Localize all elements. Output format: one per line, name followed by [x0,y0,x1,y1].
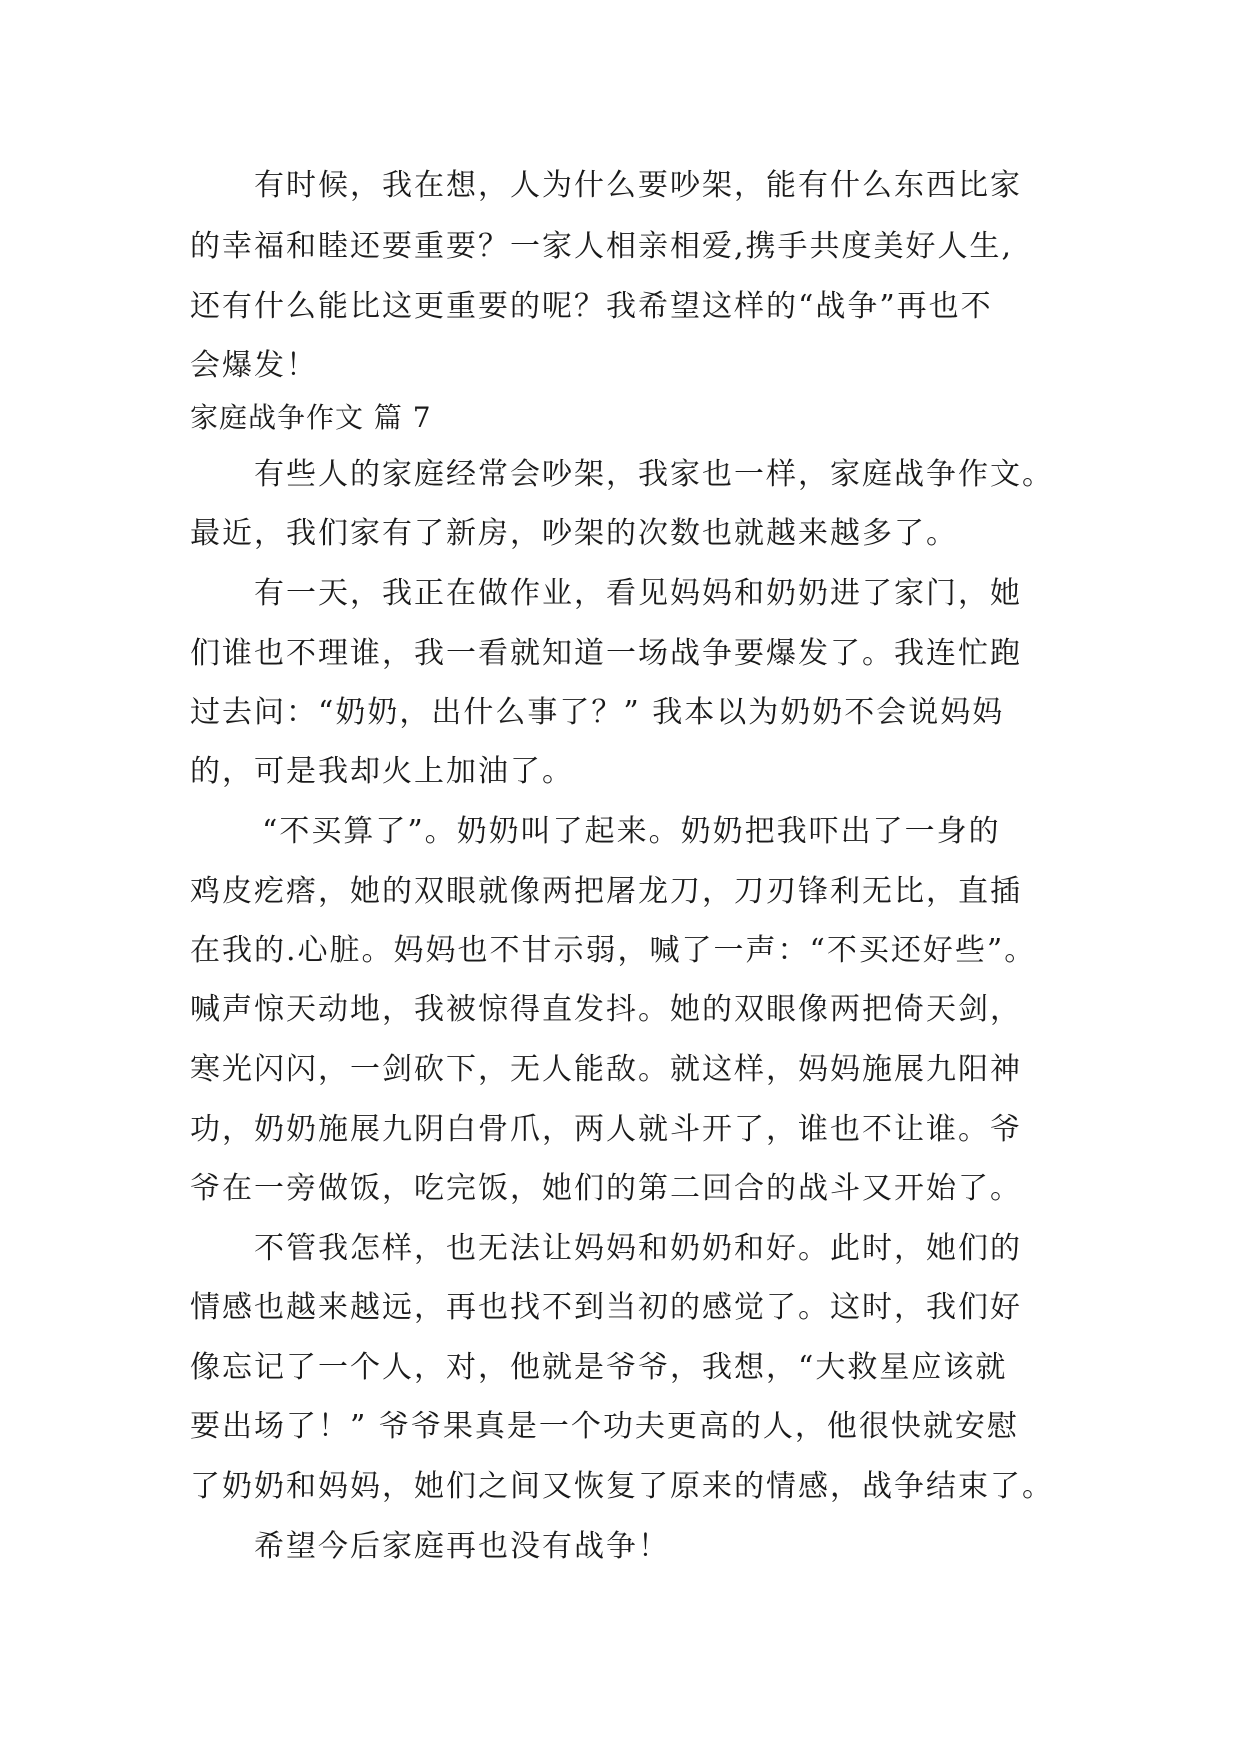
paragraph-line: 们谁也不理谁，我一看就知道一场战争要爆发了。我连忙跑 [190,636,1022,671]
paragraph-line: 了奶奶和妈妈，她们之间又恢复了原来的情感，战争结束了。 [190,1469,1054,1504]
paragraph-line: 希望今后家庭再也没有战争！ [254,1529,670,1564]
paragraph-line: 爷在一旁做饭，吃完饭，她们的第二回合的战斗又开始了。 [190,1171,1022,1206]
paragraph-line: 最近，我们家有了新房，吵架的次数也就越来越多了。 [190,516,958,551]
paragraph-line: 情感也越来越远，再也找不到当初的感觉了。这时，我们好 [190,1290,1022,1325]
paragraph-line: 还有什么能比这更重要的呢？我希望这样的“战争”再也不 [190,289,993,324]
paragraph-line: 寒光闪闪，一剑砍下，无人能敌。就这样，妈妈施展九阳神 [190,1052,1022,1087]
paragraph-line: 有时候，我在想，人为什么要吵架，能有什么东西比家 [254,168,1022,203]
paragraph-line: 要出场了！” 爷爷果真是一个功夫更高的人，他很快就安慰 [190,1409,1019,1444]
paragraph-line: 不管我怎样，也无法让妈妈和奶奶和好。此时，她们的 [254,1231,1022,1266]
paragraph-line: 有些人的家庭经常会吵架，我家也一样，家庭战争作文。 [254,457,1054,492]
paragraph-line: 过去问：“奶奶，出什么事了？” 我本以为奶奶不会说妈妈 [190,695,1005,730]
paragraph-line: 功，奶奶施展九阴白骨爪，两人就斗开了，谁也不让谁。爷 [190,1112,1022,1147]
paragraph-line: 的幸福和睦还要重要？一家人相亲相爱,携手共度美好人生, [190,229,1014,264]
paragraph-line: 鸡皮疙瘩，她的双眼就像两把屠龙刀，刀刃锋利无比，直插 [190,874,1022,909]
section-heading: 家庭战争作文 篇 7 [190,401,432,434]
paragraph-line: 在我的.心脏。妈妈也不甘示弱，喊了一声：“不买还好些”。 [190,933,1037,968]
paragraph-line: 有一天，我正在做作业，看见妈妈和奶奶进了家门，她 [254,576,1022,611]
paragraph-line: 的，可是我却火上加油了。 [190,754,574,789]
paragraph-line: “不买算了”。奶奶叫了起来。奶奶把我吓出了一身的 [262,814,1001,849]
paragraph-line: 像忘记了一个人，对，他就是爷爷，我想，“大救星应该就 [190,1350,1008,1385]
paragraph-line: 会爆发！ [190,348,318,383]
paragraph-line: 喊声惊天动地，我被惊得直发抖。她的双眼像两把倚天剑， [190,992,1022,1027]
